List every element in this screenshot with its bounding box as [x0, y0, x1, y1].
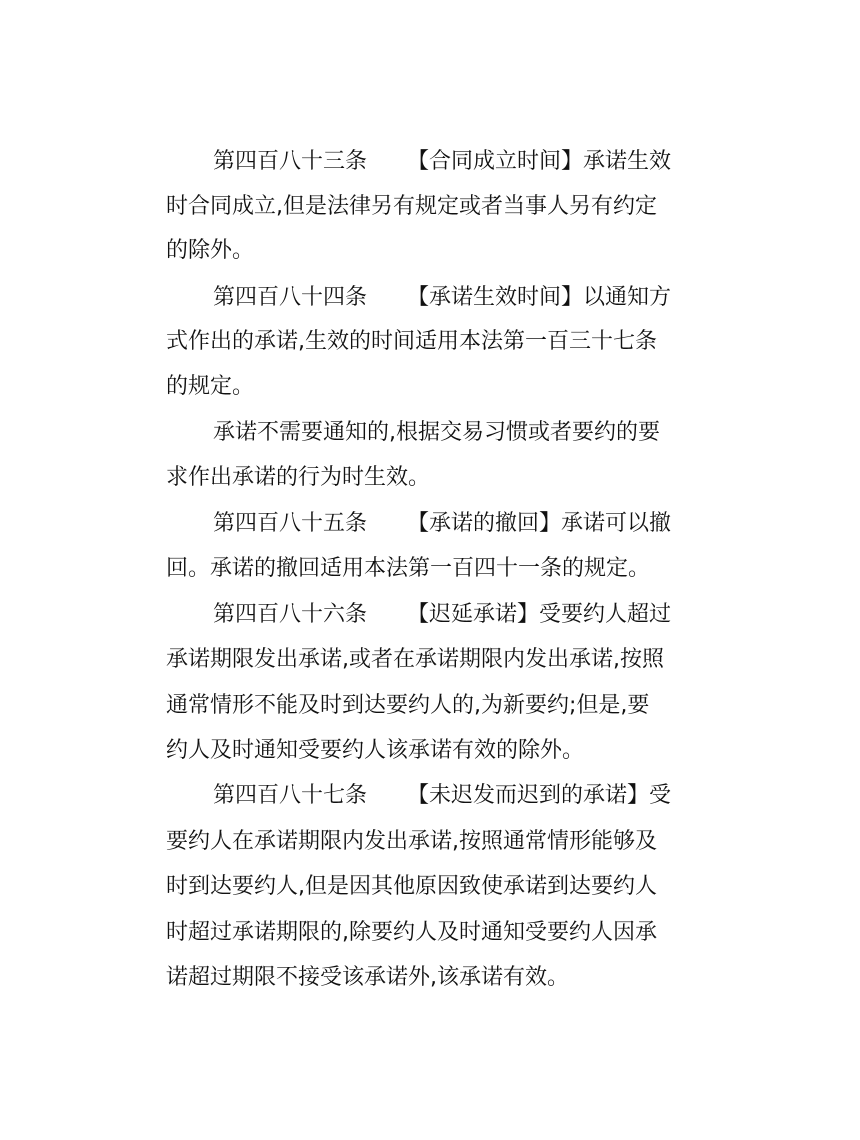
- text-line: 承诺可以撤: [561, 511, 672, 536]
- article-number: 第四百八十五条: [213, 511, 368, 536]
- article-title: 【承诺的撤回】: [407, 511, 562, 536]
- text-line: 以通知方: [583, 285, 672, 310]
- article-number: 第四百八十四条: [213, 285, 368, 310]
- article-487-heading: [213, 781, 671, 811]
- text-line: 要约人在承诺期限内发出承诺,按照通常情形能够及: [166, 829, 657, 854]
- text-line: 诺超过期限不接受该承诺外,该承诺有效。: [166, 965, 569, 990]
- text-line: 受: [649, 783, 672, 808]
- article-number: 第四百八十七条: [213, 783, 368, 808]
- article-title: 【未迟发而迟到的承诺】: [407, 783, 650, 808]
- text-line: 的除外。: [166, 238, 255, 263]
- text-line: 时到达要约人,但是因其他原因致使承诺到达要约人: [166, 874, 657, 899]
- text-line: 回。承诺的撤回适用本法第一百四十一条的规定。: [166, 556, 651, 581]
- article-number: 第四百八十三条: [213, 149, 368, 174]
- text-line: 承诺期限发出承诺,或者在承诺期限内发出承诺,按照: [166, 647, 664, 672]
- article-486-heading: [213, 600, 671, 630]
- paragraph-line: 求作出承诺的行为时生效。: [166, 465, 431, 490]
- article-number: 第四百八十六条: [213, 602, 368, 627]
- text-line: 式作出的承诺,生效的时间适用本法第一百三十七条: [166, 329, 657, 354]
- text-line: 受要约人超过: [539, 602, 672, 627]
- article-483-heading: [213, 147, 671, 177]
- text-line: 时合同成立,但是法律另有规定或者当事人另有约定: [166, 194, 657, 219]
- paragraph-line: 承诺不需要通知的,根据交易习惯或者要约的要: [213, 420, 660, 445]
- text-line: 通常情形不能及时到达要约人的,为新要约;但是,要: [166, 693, 650, 718]
- article-title: 【合同成立时间】: [407, 149, 584, 174]
- article-title: 【承诺生效时间】: [407, 285, 584, 310]
- text-line: 约人及时通知受要约人该承诺有效的除外。: [166, 738, 585, 763]
- text-line: 的规定。: [166, 374, 255, 399]
- text-line: 承诺生效: [583, 149, 672, 174]
- article-485-heading: [213, 509, 671, 539]
- article-title: 【迟延承诺】: [407, 602, 540, 627]
- text-line: 时超过承诺期限的,除要约人及时通知受要约人因承: [166, 920, 657, 945]
- article-484-heading: [213, 283, 671, 313]
